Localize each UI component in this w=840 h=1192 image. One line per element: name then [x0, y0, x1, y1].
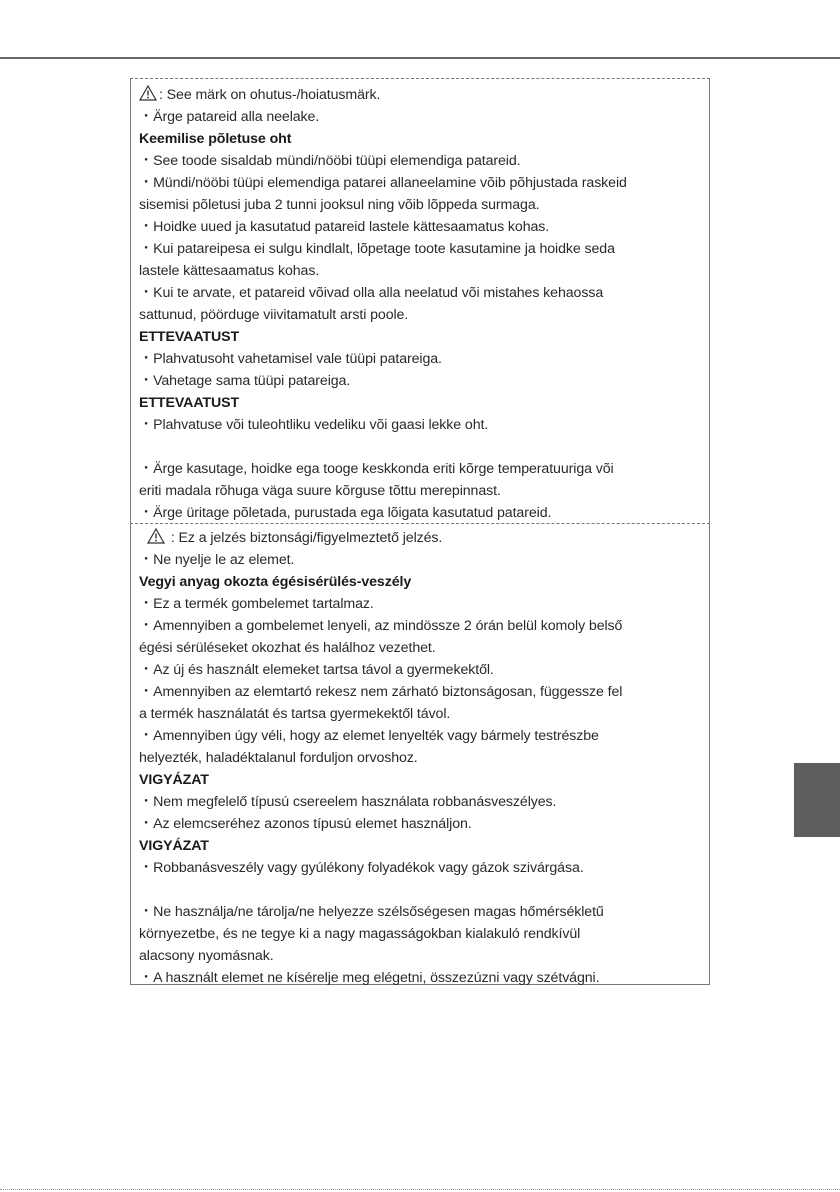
text-line: ・Vahetage sama tüüpi patareiga.: [139, 373, 351, 389]
text-line: ・Kui patareipesa ei sulgu kindlalt, lõpetage toote kasutamine ja hoidke seda: [139, 241, 615, 257]
text-line: sisemisi põletusi juba 2 tunni jooksul ning võib lõppeda surmaga.: [139, 197, 540, 213]
text-line: ・Amennyiben a gombelemet lenyeli, az mindössze 2 órán belül komoly belső: [139, 618, 623, 634]
text-line: ・Ne nyelje le az elemet.: [139, 552, 295, 568]
section-tab-marker: [794, 763, 840, 837]
text-line: ・Mündi/nööbi tüüpi elemendiga patarei allaneelamine võib põhjustada raskeid: [139, 175, 627, 191]
section-heading: Keemilise põletuse oht: [139, 131, 292, 147]
section-heading: Vegyi anyag okozta égésisérülés-veszély: [139, 574, 412, 590]
text-line: ・Hoidke uued ja kasutatud patareid lastele kättesaamatus kohas.: [139, 219, 550, 235]
caution-heading: VIGYÁZAT: [139, 772, 209, 788]
icon-note-text: : Ez a jelzés biztonsági/figyelmeztető jelzés.: [167, 530, 443, 546]
text-line: ・Plahvatuse või tuleohtliku vedeliku või gaasi lekke oht.: [139, 417, 489, 433]
text-line: környezetbe, és ne tegye ki a nagy magasságokban kialakuló rendkívül: [139, 926, 581, 942]
text-line: ・Az elemcseréhez azonos típusú elemet használjon.: [139, 816, 472, 832]
caution-heading: ETTEVAATUST: [139, 329, 240, 345]
text-line: ・Ärge patareid alla neelake.: [139, 109, 320, 125]
text-line: ・Nem megfelelő típusú csereelem használata robbanásveszélyes.: [139, 794, 557, 810]
warning-triangle-icon: [139, 85, 157, 101]
text-line: ・Ne használja/ne tárolja/ne helyezze szélsőségesen magas hőmérsékletű: [139, 904, 604, 920]
text-line: sattunud, pöörduge viivitamatult arsti poole.: [139, 307, 409, 323]
text-line: eriti madala rõhuga väga suure kõrguse tõttu merepinnast.: [139, 483, 501, 499]
blank-line: [139, 879, 709, 901]
text-line: helyezték, haladéktalanul forduljon orvoshoz.: [139, 750, 418, 766]
blank-line: [139, 436, 709, 458]
text-line: ・Plahvatusoht vahetamisel vale tüüpi patareiga.: [139, 351, 442, 367]
caution-heading: VIGYÁZAT: [139, 838, 209, 854]
text-line: alacsony nyomásnak.: [139, 948, 274, 964]
icon-note-row: [139, 527, 709, 549]
caution-heading: ETTEVAATUST: [139, 395, 240, 411]
text-line: ・Ez a termék gombelemet tartalmaz.: [139, 596, 374, 612]
text-line: ・Robbanásveszély vagy gyúlékony folyadékok vagy gázok szivárgása.: [139, 860, 584, 876]
icon-note-text: : See märk on ohutus-/hoiatusmärk.: [159, 87, 381, 103]
warning-triangle-icon: [147, 528, 165, 544]
text-line: lastele kättesaamatus kohas.: [139, 263, 320, 279]
text-line: ・Amennyiben úgy véli, hogy az elemet lenyelték vagy bármely testrészbe: [139, 728, 599, 744]
text-line: ・See toode sisaldab mündi/nööbi tüüpi elemendiga patareid.: [139, 153, 521, 169]
text-line: ・Kui te arvate, et patareid võivad olla alla neelatud või mistahes kehaossa: [139, 285, 604, 301]
text-line: ・Amennyiben az elemtartó rekesz nem zárható biztonságosan, függessze fel: [139, 684, 623, 700]
text-line: égési sérüléseket okozhat és halálhoz vezethet.: [139, 640, 436, 656]
text-line: a termék használatát és tartsa gyermekektől távol.: [139, 706, 451, 722]
text-line: ・Az új és használt elemeket tartsa távol a gyermekektől.: [139, 662, 494, 678]
text-line: ・Ärge kasutage, hoidke ega tooge keskkonda eriti kõrge temperatuuriga või: [139, 461, 614, 477]
footer-rule: [0, 1189, 840, 1190]
icon-note-row: [139, 84, 709, 106]
text-line: ・Ärge üritage põletada, purustada ega lõigata kasutatud patareid.: [139, 505, 552, 521]
text-line: ・A használt elemet ne kísérelje meg elégetni, összezúzni vagy szétvágni.: [139, 970, 600, 986]
hungarian-warning-box: [130, 523, 710, 985]
estonian-warning-box: [130, 78, 710, 523]
header-rule: [0, 57, 840, 59]
